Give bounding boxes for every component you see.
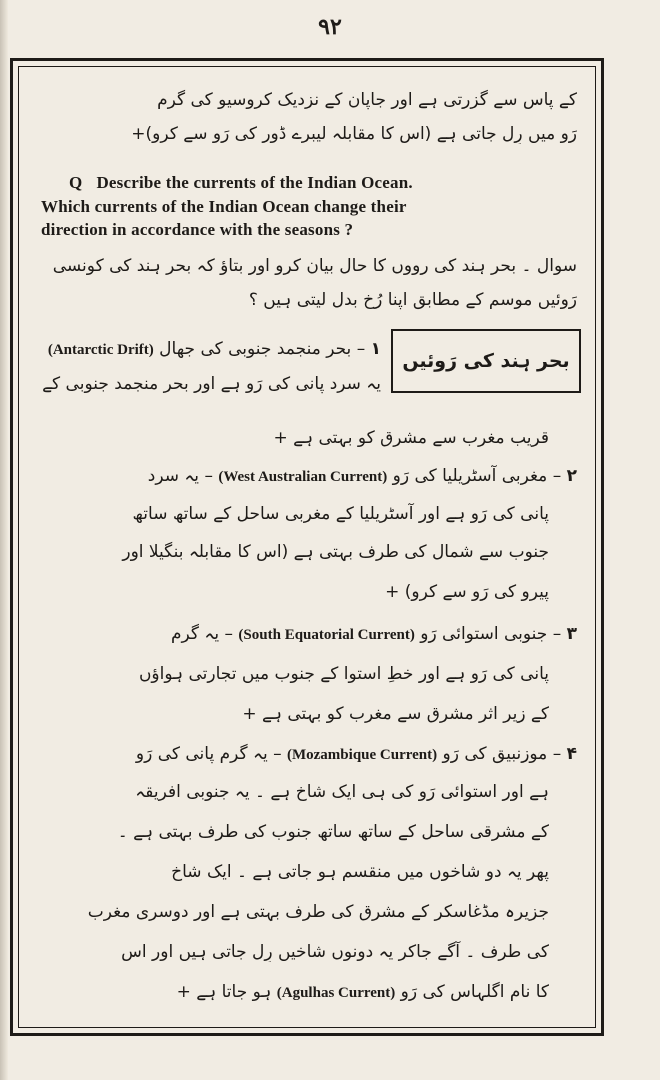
section-4-line-1: ہے اور استوائی رَو کی ہی ایک شاخ ہے ۔ یہ جنوبی افریقہ [135, 782, 549, 802]
page-frame [10, 58, 604, 1036]
section-4-agulhas-english: (Agulhas Current) [276, 985, 396, 1001]
urdu-question-line-2: رَوئیں موسم کے مطابق اپنا رُخ بدل لیتی ہیں ؟ [248, 290, 577, 310]
question-line-1 [41, 173, 581, 193]
section-2-english: (West Australian Current) [218, 469, 388, 485]
section-4-line-4: جزیرہ مڈغاسکر کے مشرق کی طرف بہتی ہے اور دوسری مغرب [87, 902, 549, 922]
section-4-header: ۴ – موزنبیق کی رَو (Mozambique Current) – یہ گرم پانی کی رَو [135, 744, 577, 764]
section-4-line-5: کی طرف ۔ آگے جاکر یہ دونوں شاخیں رِل جاتی ہیں اور اس [121, 942, 549, 962]
urdu-top-line-1: کے پاس سے گزرتی ہے اور جاپان کے نزدیک کروسیو کی گرم [157, 90, 577, 110]
section-4-line-6: کا نام اگلہاس کی رَو (Agulhas Current) ہو جاتا ہے + [176, 982, 549, 1002]
page-edge [0, 0, 8, 1080]
section-4-english: (Mozambique Current) [287, 747, 438, 763]
section-1-line-1: یہ سرد پانی کی رَو ہے اور بحر منجمد جنوبی کے [42, 374, 381, 394]
section-1-english: (Antarctic Drift) [47, 342, 154, 358]
section-3-line-1: پانی کی رَو ہے اور خطِ استوا کے جنوب میں تجارتی ہواؤں [138, 664, 549, 684]
question-line-3: direction in accordance with the seasons ? [41, 220, 354, 239]
question-marker: Q [69, 173, 83, 192]
page-number: ۹۲ [318, 14, 342, 40]
section-2-header: ۲ – مغربی آسٹریلیا کی رَو (West Australian Current) – یہ سرد [147, 466, 577, 486]
section-1-title: بحر منجمد جنوبی کی جھال [159, 339, 352, 359]
section-4-line-3: پھر یہ دو شاخوں میں منقسم ہو جاتی ہے ۔ ایک شاخ [171, 862, 549, 882]
section-1-line-2: قریب مغرب سے مشرق کو بہتی ہے + [273, 428, 549, 448]
section-4-line-2: کے مشرقی ساحل کے ساتھ ساتھ جنوب کی طرف بہتی ہے ۔ [117, 822, 549, 842]
section-2-line-2: جنوب سے شمال کی طرف بہتی ہے (اس کا مقابلہ بنگیلا اور [122, 542, 549, 562]
urdu-top-line-2: رَو میں رِل جاتی ہے (اس کا مقابلہ لیبرے ڈور کی رَو سے کرو)+ [131, 124, 577, 144]
section-3-line-2: کے زیر اثر مشرق سے مغرب کو بہتی ہے + [242, 704, 549, 724]
urdu-question-line-1: سوال ۔ بحر ہند کی رووں کا حال بیان کرو اور بتاؤ کہ بحر ہند کی کونسی [52, 256, 577, 276]
question-text-1: Describe the currents of the Indian Ocean. [96, 173, 413, 192]
question-line-2: Which currents of the Indian Ocean change their [41, 197, 407, 216]
box-heading: بحر ہند کی رَوئیں [391, 329, 581, 393]
section-2-title: مغربی آسٹریلیا کی رَو [392, 466, 548, 486]
section-3-english: (South Equatorial Current) [238, 627, 415, 643]
section-2-line-1: پانی کی رَو ہے اور آسٹریلیا کے مغربی ساحل کے ساتھ ساتھ [132, 504, 549, 524]
section-2-line-3: پیرو کی رَو سے کرو) + [385, 582, 549, 602]
section-3-title: جنوبی استوائی رَو [420, 624, 548, 644]
section-3-header: ۳ – جنوبی استوائی رَو (South Equatorial Current) – یہ گرم [171, 624, 577, 644]
section-4-title: موزنبیق کی رَو [442, 744, 548, 764]
section-1-header: ۱ – بحر منجمد جنوبی کی جھال (Antarctic Drift) [47, 339, 381, 359]
page-frame-inner [18, 66, 596, 1028]
